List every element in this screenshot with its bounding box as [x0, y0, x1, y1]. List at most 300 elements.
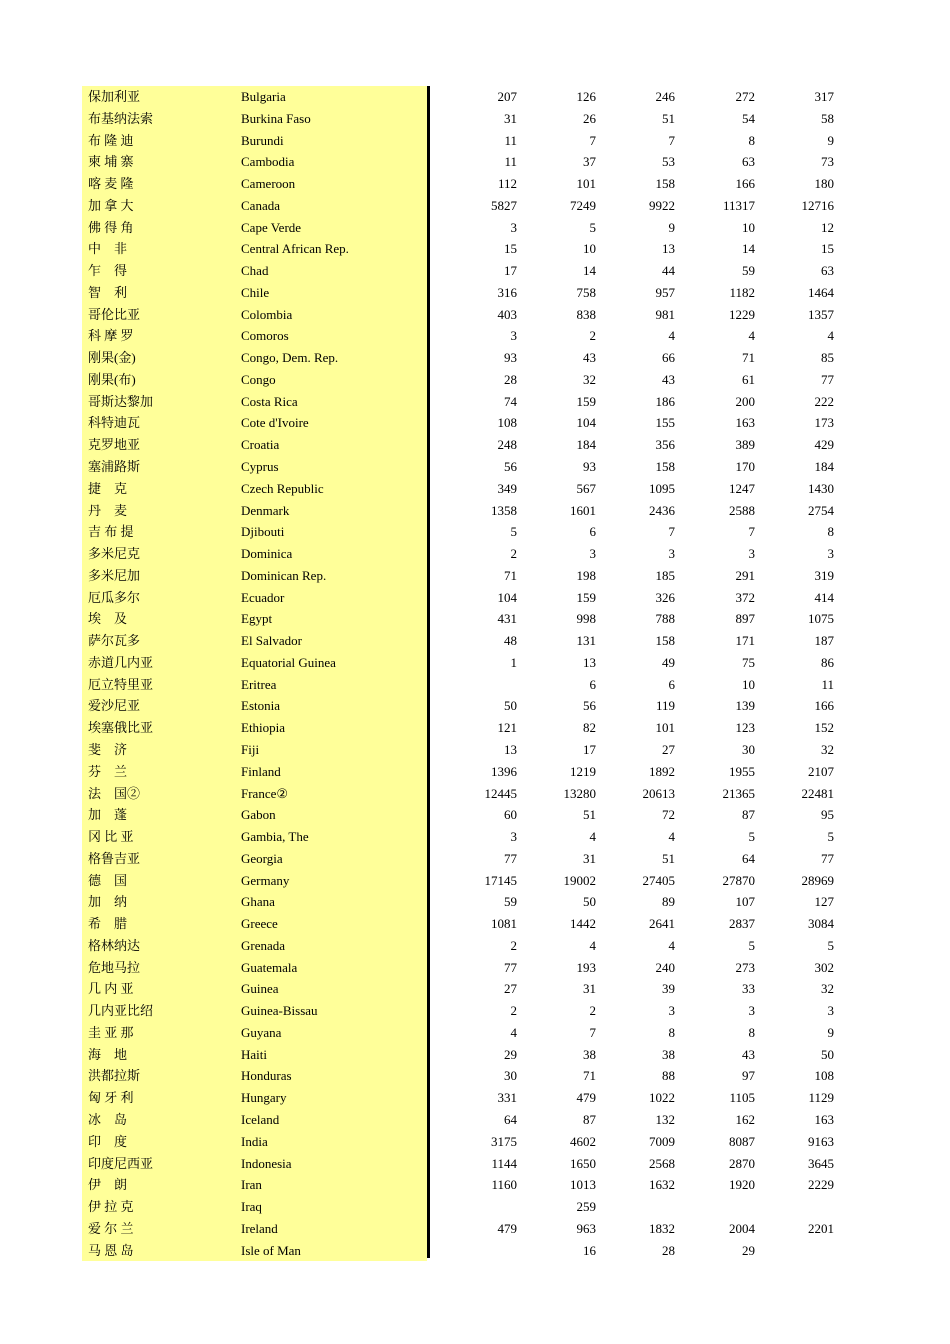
country-name-english: Indonesia: [241, 1155, 292, 1171]
country-name-chinese: 加 拿 大: [88, 197, 134, 213]
country-name-chinese: 萨尔瓦多: [88, 633, 141, 649]
value-cell: 7: [668, 132, 675, 148]
value-cell: 1105: [729, 1090, 755, 1106]
country-name-english: Iran: [241, 1177, 262, 1193]
value-cell: 4: [668, 829, 675, 845]
value-cell: 49: [662, 654, 675, 670]
value-cell: 29: [504, 1046, 517, 1062]
value-cell: 1129: [808, 1090, 834, 1106]
country-name-chinese: 洪都拉斯: [88, 1068, 141, 1084]
country-name-chinese: 格林纳达: [88, 937, 141, 953]
value-cell: 273: [735, 959, 755, 975]
value-cell: 3: [510, 829, 517, 845]
value-cell: 2201: [808, 1220, 834, 1236]
value-cell: 12445: [484, 785, 517, 801]
value-cell: 1601: [570, 502, 596, 518]
country-name-chinese: 法 国②: [88, 785, 141, 801]
value-cell: 3: [510, 219, 517, 235]
value-cell: 3: [827, 1003, 834, 1019]
country-name-chinese: 几 内 亚: [88, 981, 134, 997]
value-cell: 15: [821, 241, 834, 257]
value-cell: 9163: [808, 1133, 834, 1149]
country-name-english: Ecuador: [241, 589, 285, 605]
value-cell: 240: [655, 959, 675, 975]
country-name-chinese: 保加利亚: [88, 89, 141, 104]
table-row: [82, 217, 842, 239]
value-cell: 2641: [649, 916, 675, 932]
value-cell: 66: [662, 350, 675, 366]
value-cell: 788: [655, 611, 675, 627]
value-cell: 63: [821, 263, 834, 279]
country-name-english: Comoros: [241, 328, 289, 344]
value-cell: 7: [748, 524, 755, 540]
country-name-chinese: 匈 牙 利: [88, 1090, 134, 1106]
value-cell: 131: [576, 633, 596, 649]
value-cell: 2229: [808, 1177, 834, 1193]
country-name-chinese: 埃 及: [88, 611, 128, 627]
country-name-english: Chile: [241, 284, 270, 300]
value-cell: 10: [742, 676, 755, 692]
value-cell: 30: [742, 741, 755, 757]
value-cell: 180: [814, 176, 834, 192]
country-name-english: Equatorial Guinea: [241, 654, 336, 670]
value-cell: 5: [510, 524, 517, 540]
country-name-english: Estonia: [241, 698, 280, 714]
country-name-english: Ghana: [241, 894, 275, 910]
value-cell: 897: [735, 611, 755, 627]
value-cell: 27405: [642, 872, 675, 888]
value-cell: 51: [583, 807, 596, 823]
value-cell: 11317: [722, 197, 755, 213]
value-cell: 2588: [729, 502, 755, 518]
table-row: [82, 304, 842, 326]
value-cell: 3: [827, 546, 834, 562]
value-cell: 28969: [801, 872, 834, 888]
table-row: [82, 1218, 842, 1240]
value-cell: 159: [576, 393, 596, 409]
country-name-english: Denmark: [241, 502, 290, 518]
value-cell: 77: [821, 371, 834, 387]
value-cell: 27: [504, 981, 517, 997]
value-cell: 64: [742, 850, 755, 866]
value-cell: 187: [814, 633, 834, 649]
value-cell: 4: [748, 328, 755, 344]
table-row: [82, 608, 842, 630]
country-name-chinese: 克罗地亚: [88, 437, 141, 453]
value-cell: 51: [662, 110, 675, 126]
country-name-chinese: 希 腊: [88, 916, 128, 932]
value-cell: 37: [583, 154, 596, 170]
table-row: [82, 391, 842, 413]
table-row: [82, 325, 842, 347]
value-cell: 7: [589, 132, 596, 148]
table-row: [82, 848, 842, 870]
value-cell: 8: [668, 1024, 675, 1040]
value-cell: 1832: [649, 1220, 675, 1236]
value-cell: 14: [583, 263, 596, 279]
country-name-chinese: 佛 得 角: [88, 219, 134, 235]
value-cell: 77: [504, 959, 517, 975]
country-name-english: Egypt: [241, 611, 273, 627]
country-name-english: Guyana: [241, 1024, 282, 1040]
value-cell: 72: [662, 807, 675, 823]
value-cell: 17145: [484, 872, 517, 888]
value-cell: 71: [504, 567, 517, 583]
value-cell: 108: [814, 1068, 834, 1084]
value-cell: 1430: [808, 480, 834, 496]
value-cell: 186: [655, 393, 675, 409]
value-cell: 32: [583, 371, 596, 387]
value-cell: 6: [668, 676, 675, 692]
value-cell: 2107: [808, 763, 834, 779]
table-row: [82, 1153, 842, 1175]
value-cell: 372: [735, 589, 755, 605]
value-cell: 9: [827, 132, 834, 148]
table-row: [82, 151, 842, 173]
value-cell: 4: [827, 328, 834, 344]
value-cell: 87: [583, 1111, 596, 1127]
country-name-english: Croatia: [241, 437, 280, 453]
table-row: [82, 783, 842, 805]
value-cell: 1358: [491, 502, 517, 518]
value-cell: 302: [814, 959, 834, 975]
table-row: [82, 739, 842, 761]
value-cell: 158: [655, 459, 675, 475]
country-name-english: Ethiopia: [241, 720, 286, 736]
value-cell: 171: [735, 633, 755, 649]
value-cell: 13: [662, 241, 675, 257]
table-row: [82, 695, 842, 717]
value-cell: 3084: [808, 916, 834, 932]
value-cell: 5: [827, 937, 834, 953]
country-name-chinese: 塞浦路斯: [88, 459, 141, 475]
country-name-english: France②: [241, 785, 289, 801]
value-cell: 1095: [649, 480, 675, 496]
value-cell: 7249: [570, 197, 596, 213]
country-name-chinese: 中 非: [88, 241, 128, 257]
value-cell: 75: [742, 654, 755, 670]
country-name-chinese: 加 纳: [88, 894, 128, 910]
value-cell: 86: [821, 654, 834, 670]
value-cell: 61: [742, 371, 755, 387]
value-cell: 5827: [491, 197, 517, 213]
table-row: [82, 717, 842, 739]
value-cell: 200: [735, 393, 755, 409]
value-cell: 159: [576, 589, 596, 605]
value-cell: 758: [576, 284, 596, 300]
value-cell: 567: [576, 480, 596, 496]
country-name-english: Gambia, The: [241, 829, 309, 845]
value-cell: 43: [742, 1046, 755, 1062]
country-name-english: Germany: [241, 872, 290, 888]
value-cell: 44: [662, 263, 675, 279]
table-row: [82, 1087, 842, 1109]
table-row: [82, 282, 842, 304]
value-cell: 9: [668, 219, 675, 235]
table-row: [82, 434, 842, 456]
value-cell: 3175: [491, 1133, 517, 1149]
country-name-chinese: 柬 埔 寨: [88, 154, 134, 170]
table-row: [82, 891, 842, 913]
value-cell: 356: [655, 437, 675, 453]
value-cell: 5: [748, 829, 755, 845]
table-row: [82, 761, 842, 783]
value-cell: 319: [814, 567, 834, 583]
value-cell: 155: [655, 415, 675, 431]
value-cell: 32: [821, 741, 834, 757]
value-cell: 4602: [570, 1133, 596, 1149]
country-name-english: Central African Rep.: [241, 241, 349, 257]
value-cell: 838: [576, 306, 596, 322]
value-cell: 10: [742, 219, 755, 235]
table-row: [82, 260, 842, 282]
value-cell: 5: [589, 219, 596, 235]
table-row: [82, 565, 842, 587]
value-cell: 173: [814, 415, 834, 431]
value-cell: 88: [662, 1068, 675, 1084]
value-cell: 2: [589, 328, 596, 344]
value-cell: 3: [748, 1003, 755, 1019]
value-cell: 2436: [649, 502, 675, 518]
country-name-english: Bulgaria: [241, 89, 286, 104]
column-divider: [427, 86, 430, 1258]
country-name-chinese: 喀 麦 隆: [88, 176, 134, 192]
value-cell: 17: [583, 741, 596, 757]
value-cell: 6: [589, 676, 596, 692]
country-name-english: Dominica: [241, 546, 293, 562]
country-name-chinese: 加 蓬: [88, 807, 128, 823]
value-cell: 97: [742, 1068, 755, 1084]
country-name-chinese: 海 地: [88, 1046, 128, 1062]
value-cell: 207: [497, 89, 517, 104]
table-row: [82, 1109, 842, 1131]
value-cell: 158: [655, 176, 675, 192]
value-cell: 28: [662, 1242, 675, 1258]
country-name-chinese: 多米尼克: [88, 546, 141, 562]
value-cell: 59: [504, 894, 517, 910]
value-cell: 60: [504, 807, 517, 823]
country-name-chinese: 科 摩 罗: [88, 328, 134, 344]
table-row: [82, 1174, 842, 1196]
table-row: [82, 369, 842, 391]
country-name-chinese: 布 隆 迪: [88, 132, 134, 148]
value-cell: 27: [662, 741, 675, 757]
value-cell: 53: [662, 154, 675, 170]
value-cell: 429: [814, 437, 834, 453]
country-name-english: Colombia: [241, 306, 293, 322]
table-row: [82, 978, 842, 1000]
country-name-chinese: 马 恩 岛: [88, 1242, 134, 1258]
country-name-english: Isle of Man: [241, 1242, 301, 1258]
value-cell: 349: [497, 480, 517, 496]
value-cell: 43: [583, 350, 596, 366]
value-cell: 317: [814, 89, 834, 104]
value-cell: 93: [583, 459, 596, 475]
value-cell: 126: [576, 89, 596, 104]
value-cell: 50: [583, 894, 596, 910]
country-name-english: Ireland: [241, 1220, 278, 1236]
value-cell: 2568: [649, 1155, 675, 1171]
value-cell: 32: [821, 981, 834, 997]
value-cell: 2754: [808, 502, 834, 518]
value-cell: 101: [576, 176, 596, 192]
value-cell: 1396: [491, 763, 517, 779]
value-cell: 16: [583, 1242, 596, 1258]
value-cell: 5: [748, 937, 755, 953]
value-cell: 166: [735, 176, 755, 192]
value-cell: 198: [576, 567, 596, 583]
value-cell: 13280: [563, 785, 596, 801]
country-name-english: Georgia: [241, 850, 283, 866]
value-cell: 10: [583, 241, 596, 257]
value-cell: 74: [504, 393, 517, 409]
table-row: [82, 935, 842, 957]
country-name-chinese: 伊 朗: [88, 1177, 128, 1193]
value-cell: 14: [742, 241, 755, 257]
value-cell: 414: [814, 589, 834, 605]
value-cell: 1442: [570, 916, 596, 932]
value-cell: 162: [735, 1111, 755, 1127]
table-row: [82, 478, 842, 500]
value-cell: 184: [814, 459, 834, 475]
table-row: [82, 1240, 842, 1262]
country-name-chinese: 埃塞俄比亚: [88, 720, 154, 736]
country-name-english: Hungary: [241, 1090, 287, 1106]
value-cell: 1464: [808, 284, 834, 300]
value-cell: 6: [589, 524, 596, 540]
value-cell: 54: [742, 110, 755, 126]
value-cell: 3: [668, 546, 675, 562]
country-name-chinese: 圭 亚 那: [88, 1024, 134, 1040]
value-cell: 4: [668, 937, 675, 953]
value-cell: 2837: [729, 916, 755, 932]
value-cell: 95: [821, 807, 834, 823]
value-cell: 170: [735, 459, 755, 475]
value-cell: 1219: [570, 763, 596, 779]
country-name-english: Cyprus: [241, 459, 279, 475]
value-cell: 20613: [642, 785, 675, 801]
table-row: [82, 238, 842, 260]
country-name-chinese: 科特迪瓦: [88, 415, 141, 431]
country-name-english: Congo, Dem. Rep.: [241, 350, 339, 366]
country-name-chinese: 危地马拉: [88, 959, 141, 975]
value-cell: 9: [827, 1024, 834, 1040]
country-name-english: Guinea-Bissau: [241, 1003, 318, 1019]
value-cell: 9922: [649, 197, 675, 213]
value-cell: 139: [735, 698, 755, 714]
value-cell: 4: [589, 829, 596, 845]
table-row: [82, 1044, 842, 1066]
value-cell: 3: [748, 546, 755, 562]
value-cell: 1650: [570, 1155, 596, 1171]
country-name-english: El Salvador: [241, 633, 303, 649]
value-cell: 4: [668, 328, 675, 344]
value-cell: 163: [814, 1111, 834, 1127]
table-row: [82, 108, 842, 130]
value-cell: 166: [814, 698, 834, 714]
country-name-chinese: 哥伦比亚: [88, 306, 141, 322]
value-cell: 51: [662, 850, 675, 866]
value-cell: 152: [814, 720, 834, 736]
country-name-english: Djibouti: [241, 524, 285, 540]
country-name-english: Cote d'Ivoire: [241, 415, 309, 431]
country-name-english: Honduras: [241, 1068, 292, 1084]
value-cell: 121: [497, 720, 517, 736]
table-row: [82, 500, 842, 522]
value-cell: 50: [821, 1046, 834, 1062]
value-cell: 27870: [722, 872, 755, 888]
country-name-chinese: 乍 得: [88, 263, 128, 279]
value-cell: 1247: [729, 480, 755, 496]
value-cell: 1182: [729, 284, 755, 300]
table-row: [82, 1000, 842, 1022]
country-name-chinese: 刚果(金): [88, 350, 136, 366]
country-name-chinese: 德 国: [88, 872, 128, 888]
table-row: [82, 543, 842, 565]
value-cell: 5: [827, 829, 834, 845]
value-cell: 15: [504, 241, 517, 257]
country-name-chinese: 几内亚比绍: [88, 1003, 154, 1019]
value-cell: 1022: [649, 1090, 675, 1106]
table-row: [82, 913, 842, 935]
value-cell: 259: [576, 1199, 596, 1215]
country-name-english: Haiti: [241, 1046, 267, 1062]
value-cell: 33: [742, 981, 755, 997]
table-row: [82, 652, 842, 674]
country-name-english: Congo: [241, 371, 276, 387]
value-cell: 3645: [808, 1155, 834, 1171]
value-cell: 1920: [729, 1177, 755, 1193]
value-cell: 104: [497, 589, 517, 605]
value-cell: 2: [589, 1003, 596, 1019]
value-cell: 316: [497, 284, 517, 300]
value-cell: 479: [576, 1090, 596, 1106]
value-cell: 13: [504, 741, 517, 757]
value-cell: 39: [662, 981, 675, 997]
value-cell: 26: [583, 110, 596, 126]
country-name-english: Dominican Rep.: [241, 567, 327, 583]
value-cell: 38: [583, 1046, 596, 1062]
value-cell: 1160: [491, 1177, 517, 1193]
country-name-chinese: 厄瓜多尔: [88, 589, 141, 605]
value-cell: 43: [662, 371, 675, 387]
value-cell: 2: [510, 937, 517, 953]
value-cell: 431: [497, 611, 517, 627]
value-cell: 56: [504, 459, 517, 475]
value-cell: 22481: [801, 785, 834, 801]
country-name-english: Cambodia: [241, 154, 295, 170]
country-name-chinese: 布基纳法索: [88, 110, 154, 126]
country-name-english: Gabon: [241, 807, 276, 823]
value-cell: 58: [821, 110, 834, 126]
value-cell: 998: [576, 611, 596, 627]
country-name-chinese: 格鲁吉亚: [88, 850, 141, 866]
value-cell: 50: [504, 698, 517, 714]
value-cell: 12716: [801, 197, 834, 213]
value-cell: 1229: [729, 306, 755, 322]
value-cell: 127: [814, 894, 834, 910]
country-name-chinese: 伊 拉 克: [88, 1199, 134, 1215]
value-cell: 104: [576, 415, 596, 431]
country-name-english: Czech Republic: [241, 480, 324, 496]
country-name-chinese: 爱 尔 兰: [88, 1220, 134, 1236]
table-row: [82, 86, 842, 108]
data-table: [82, 86, 842, 1261]
value-cell: 2: [510, 546, 517, 562]
country-name-english: Guatemala: [241, 959, 298, 975]
country-name-chinese: 厄立特里亚: [88, 676, 154, 692]
country-name-chinese: 冰 岛: [88, 1111, 128, 1127]
